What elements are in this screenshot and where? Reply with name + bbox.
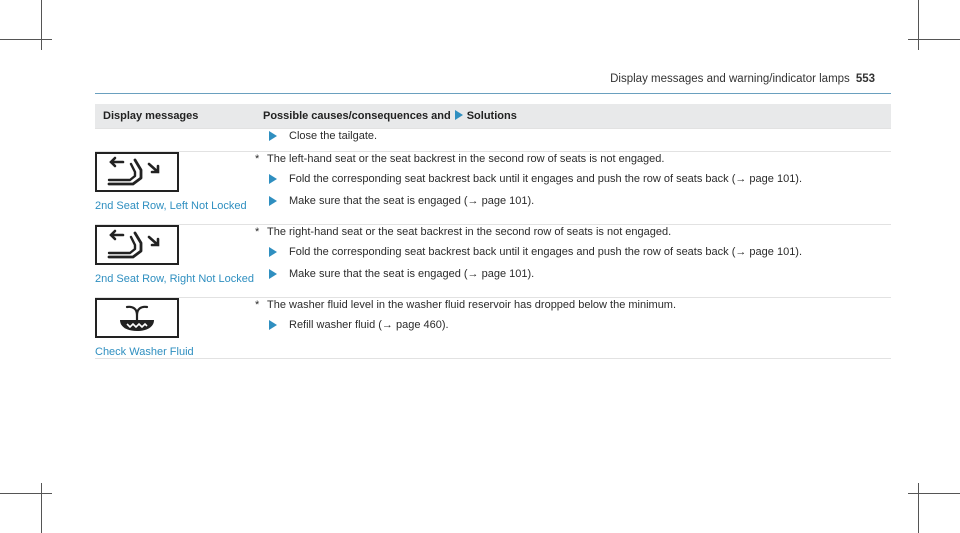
display-message-text: 2nd Seat Row, Left Not Locked [95, 200, 247, 212]
solution-step [269, 318, 891, 332]
crop-mark [41, 0, 42, 50]
message-cell [95, 152, 255, 225]
display-message-text: 2nd Seat Row, Right Not Locked [95, 273, 254, 285]
solution-cell [255, 225, 891, 298]
step-text: Refill washer fluid (→ page 460). [289, 319, 449, 331]
play-triangle-icon [269, 269, 277, 279]
header-solutions-label: Solutions [466, 110, 517, 122]
crop-mark [0, 493, 52, 494]
solution-step [269, 129, 891, 143]
cause-text: * The left-hand seat or the seat backrest in the second row of seats is not engaged. [255, 153, 665, 165]
page-number: 553 [855, 73, 875, 85]
solution-cell [255, 129, 891, 152]
message-cell [95, 298, 255, 359]
solution-cell [255, 298, 891, 359]
header-causes-label: Possible causes/consequences and [263, 110, 451, 122]
running-head [610, 73, 875, 85]
crop-mark [908, 493, 960, 494]
play-triangle-icon [269, 131, 277, 141]
cause-text: * The right-hand seat or the seat backrest in the second row of seats is not engaged. [255, 226, 672, 238]
play-triangle-icon [269, 196, 277, 206]
seat-backrest-icon [95, 225, 179, 265]
header-causes-solutions [255, 104, 891, 129]
display-message-text: Check Washer Fluid [95, 346, 194, 358]
play-triangle-icon [269, 320, 277, 330]
solution-step [269, 245, 891, 259]
step-text: Fold the corresponding seat backrest back until it engages and push the row of seats back (→ page 101). [289, 173, 803, 185]
message-cell [95, 225, 255, 298]
cause-text: * The washer fluid level in the washer fluid reservoir has dropped below the minimum. [255, 299, 677, 311]
play-triangle-icon [269, 247, 277, 257]
play-triangle-icon [269, 174, 277, 184]
crop-mark [918, 483, 919, 533]
solution-step [269, 267, 891, 281]
table-row [95, 225, 891, 298]
seat-backrest-icon [95, 152, 179, 192]
table-header-row [95, 104, 891, 129]
display-messages-table [95, 104, 891, 359]
washer-fluid-icon [95, 298, 179, 338]
header-rule [95, 93, 891, 94]
table-row [95, 298, 891, 359]
table-row [95, 129, 891, 152]
crop-mark [908, 39, 960, 40]
solution-step [269, 172, 891, 186]
step-text: Make sure that the seat is engaged (→ page 101). [289, 268, 535, 280]
step-text: Close the tailgate. [289, 130, 378, 142]
running-head-title: Display messages and warning/indicator lamps [610, 73, 850, 85]
header-display-messages: Display messages [95, 104, 255, 129]
solution-cell [255, 152, 891, 225]
step-text: Make sure that the seat is engaged (→ page 101). [289, 195, 535, 207]
message-cell [95, 129, 255, 152]
solution-step [269, 194, 891, 208]
crop-mark [0, 39, 52, 40]
table-row [95, 152, 891, 225]
step-text: Fold the corresponding seat backrest back until it engages and push the row of seats back (→ page 101). [289, 246, 803, 258]
play-triangle-icon [455, 110, 463, 120]
crop-mark [41, 483, 42, 533]
crop-mark [918, 0, 919, 50]
